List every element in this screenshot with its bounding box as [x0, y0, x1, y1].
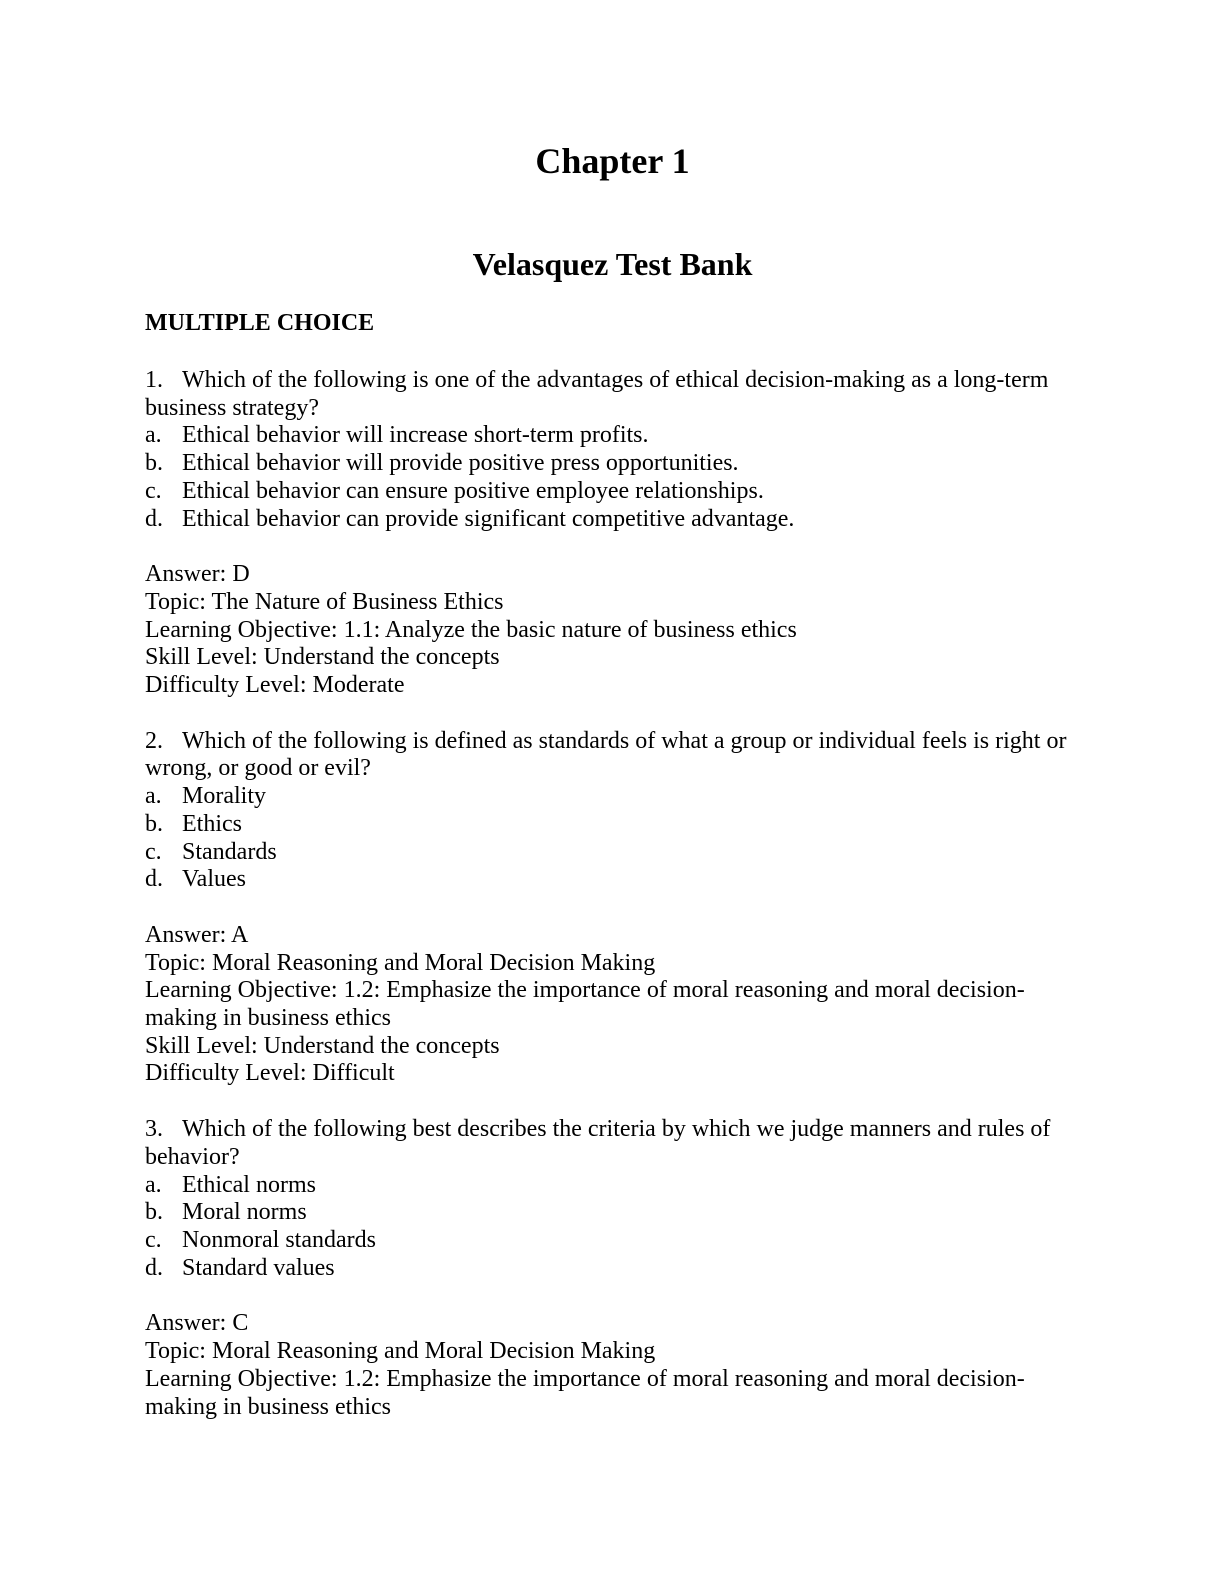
- question-2: [145, 728, 1080, 894]
- learning-objective-line: Learning Objective: 1.2: Emphasize the importance of moral reasoning and moral decision-making in business ethics: [145, 1365, 1025, 1420]
- question-1-option-d: [145, 506, 1080, 534]
- option-text: Ethical behavior will provide positive press opportunities.: [182, 450, 739, 477]
- document-subtitle: Velasquez Test Bank: [472, 246, 753, 282]
- option-text: Moral norms: [182, 1199, 307, 1226]
- option-letter: a.: [145, 422, 162, 449]
- question-3-option-a: [145, 1172, 1080, 1200]
- topic-line: Topic: The Nature of Business Ethics: [145, 588, 504, 615]
- chapter-title: Chapter 1: [535, 141, 690, 181]
- option-letter: a.: [145, 1171, 162, 1198]
- difficulty-level-line: Difficulty Level: Difficult: [145, 1060, 395, 1087]
- question-2-text: Which of the following is defined as standards of what a group or individual feels is right or wrong, or good or evil?: [145, 727, 1067, 782]
- answer-block-3: [145, 1310, 1080, 1421]
- option-text: Ethical behavior can ensure positive employee relationships.: [182, 477, 764, 504]
- option-text: Ethical behavior will increase short-term profits.: [182, 422, 649, 449]
- option-text: Nonmoral standards: [182, 1226, 376, 1253]
- option-letter: c.: [145, 1226, 162, 1253]
- question-2-number: 2.: [145, 727, 163, 754]
- question-1: [145, 367, 1080, 533]
- question-3-option-d: [145, 1255, 1080, 1283]
- question-3-option-b: [145, 1199, 1080, 1227]
- question-3-stem: [145, 1116, 1080, 1171]
- option-letter: c.: [145, 477, 162, 504]
- difficulty-level-line: Difficulty Level: Moderate: [145, 672, 405, 699]
- option-text: Standard values: [182, 1254, 335, 1281]
- option-letter: d.: [145, 866, 163, 893]
- option-letter: b.: [145, 810, 163, 837]
- topic-line: Topic: Moral Reasoning and Moral Decision Making: [145, 949, 656, 976]
- question-1-stem: [145, 367, 1080, 422]
- learning-objective-line: Learning Objective: 1.2: Emphasize the importance of moral reasoning and moral decision-making in business ethics: [145, 977, 1025, 1032]
- question-1-text: Which of the following is one of the advantages of ethical decision-making as a long-term business strategy?: [145, 367, 1049, 421]
- option-text: Values: [182, 866, 246, 893]
- skill-level-line: Skill Level: Understand the concepts: [145, 644, 500, 671]
- section-heading: MULTIPLE CHOICE: [145, 310, 375, 336]
- question-3-option-c: [145, 1227, 1080, 1255]
- answer-block-2: [145, 922, 1080, 1088]
- answer-line: Answer: A: [145, 921, 249, 948]
- option-text: Ethics: [182, 810, 242, 837]
- option-letter: b.: [145, 1199, 163, 1226]
- learning-objective-line: Learning Objective: 1.1: Analyze the basic nature of business ethics: [145, 616, 797, 643]
- option-letter: d.: [145, 505, 163, 532]
- option-letter: a.: [145, 783, 162, 810]
- question-1-option-b: [145, 450, 1080, 478]
- question-3-text: Which of the following best describes the criteria by which we judge manners and rules of behavior?: [145, 1116, 1051, 1170]
- question-2-option-d: [145, 866, 1080, 894]
- option-text: Morality: [182, 783, 266, 810]
- option-text: Ethical norms: [182, 1171, 316, 1198]
- question-2-stem: [145, 728, 1080, 783]
- question-2-option-a: [145, 783, 1080, 811]
- question-1-option-c: [145, 478, 1080, 506]
- option-text: Standards: [182, 838, 277, 865]
- question-3: [145, 1116, 1080, 1282]
- answer-line: Answer: C: [145, 1310, 249, 1337]
- answer-block-1: [145, 561, 1080, 700]
- option-letter: b.: [145, 450, 163, 477]
- question-1-number: 1.: [145, 367, 163, 393]
- answer-line: Answer: D: [145, 561, 250, 588]
- skill-level-line: Skill Level: Understand the concepts: [145, 1032, 500, 1059]
- option-text: Ethical behavior can provide significant competitive advantage.: [182, 505, 795, 532]
- question-1-option-a: [145, 422, 1080, 450]
- option-letter: d.: [145, 1254, 163, 1281]
- question-2-option-c: [145, 839, 1080, 867]
- question-2-option-b: [145, 811, 1080, 839]
- question-3-number: 3.: [145, 1116, 163, 1143]
- option-letter: c.: [145, 838, 162, 865]
- topic-line: Topic: Moral Reasoning and Moral Decision Making: [145, 1338, 656, 1365]
